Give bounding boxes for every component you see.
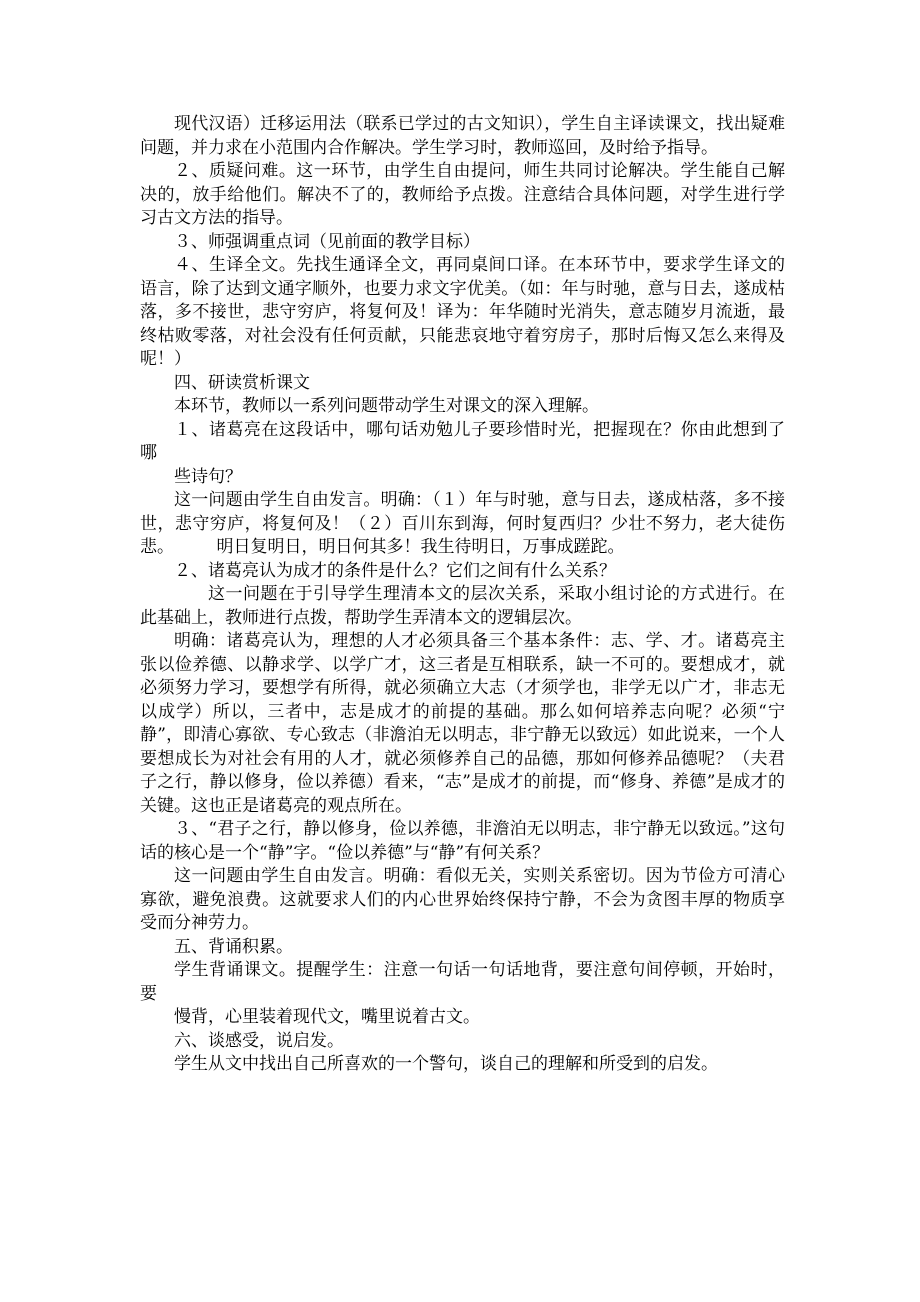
paragraph-3: ３、师强调重点词（见前面的教学目标） (174, 231, 480, 252)
paragraph-12: 这一问题由学生自由发言。明确：看似无关，实则关系密切。因为节俭方可清心寡欲，避免浪费。这就要求人们的内心世界始终保持宁静，不会为贪图丰厚的物质享受而分神劳力。 (140, 866, 785, 933)
section-heading-5: 五、背诵积累。 (174, 936, 293, 957)
paragraph-10: 明确：诸葛亮认为，理想的人才必须具备三个基本条件：志、学、才。诸葛亮主张以俭养德、以静求学、以学广才，这三者是互相联系，缺一不可的。要想成才，就必须努力学习，要想学有所得，就必须确立大志（才须学也，非学无以广才，非志无以成学）所以，三者中，志是成才的前提的基础。那么如何培养志向呢？必须“宁静”，即清心寡欲、专心致志（非澹泊无以明志，非宁静无以致远）如此说来，一个人要想成长为对社会有用的人才，就必须修养自己的品德，那如何修养品德呢？（夫君子之行，静以修身，俭以养德）看来，“志”是成才的前提，而“修身、养德”是成才的关键。这也正是诸葛亮的观点所在。 (140, 631, 785, 816)
section-heading-4: 四、研读赏析课文 (174, 372, 310, 393)
paragraph-11: ３、“君子之行，静以修身，俭以养德，非澹泊无以明志，非宁静无以致远。”这句话的核心是一个“静”字。“俭以养德”与“静”有何关系？ (140, 819, 785, 863)
paragraph-13-cont: 慢背，心里装着现代文，嘴里说着古文。 (174, 1007, 480, 1027)
paragraph-13: 学生背诵课文。提醒学生：注意一句话一句话地背，要注意句间停顿，开始时，要 (140, 960, 785, 1004)
document-body (140, 113, 785, 1077)
paragraph-4: ４、生译全文。先找生通译全文，再同桌间口译。在本环节中，要求学生译文的语言，除了达到文通字顺外，也要力求文字优美。（如：年与时驰，意与日去，遂成枯落，多不接世，悲守穷庐，将复何及！译为：年华随时光消失，意志随岁月流逝，最终枯败零落，对社会没有任何贡献，只能悲哀地守着穷房子，那时后悔又怎么来得及呢！） (140, 255, 785, 369)
paragraph-8: ２、诸葛亮认为成才的条件是什么？它们之间有什么关系？ (174, 560, 616, 581)
paragraph-6-cont: 些诗句？ (174, 466, 242, 487)
paragraph-6: １、诸葛亮在这段话中，哪句话劝勉儿子要珍惜时光，把握现在？你由此想到了哪 (140, 419, 785, 463)
section-heading-6: 六、谈感受，说启发。 (174, 1030, 344, 1051)
paragraph-5: 本环节，教师以一系列问题带动学生对课文的深入理解。 (174, 396, 599, 416)
paragraph-7: 这一问题由学生自由发言。明确：（１）年与时驰，意与日去，遂成枯落，多不接世，悲守穷庐，将复何及！（２）百川东到海，何时复西归？少壮不努力，老大徒伤悲。 明日复明日，明日何其多！我生待明日，万事成蹉跎。 (140, 490, 785, 557)
paragraph-2: ２、质疑问难。这一环节，由学生自由提问，师生共同讨论解决。学生能自己解决的，放手给他们。解决不了的，教师给予点拨。注意结合具体问题，对学生进行学习古文方法的指导。 (140, 161, 785, 228)
paragraph-14: 学生从文中找出自己所喜欢的一个警句，谈自己的理解和所受到的启发。 (174, 1054, 718, 1074)
paragraph-1: 现代汉语）迁移运用法（联系已学过的古文知识），学生自主译读课文，找出疑难问题，并力求在小范围内合作解决。学生学习时，教师巡回，及时给予指导。 (140, 114, 785, 158)
paragraph-9: 这一问题在于引导学生理清本文的层次关系，采取小组讨论的方式进行。在此基础上，教师进行点拨，帮助学生弄清本文的逻辑层次。 (140, 584, 785, 628)
